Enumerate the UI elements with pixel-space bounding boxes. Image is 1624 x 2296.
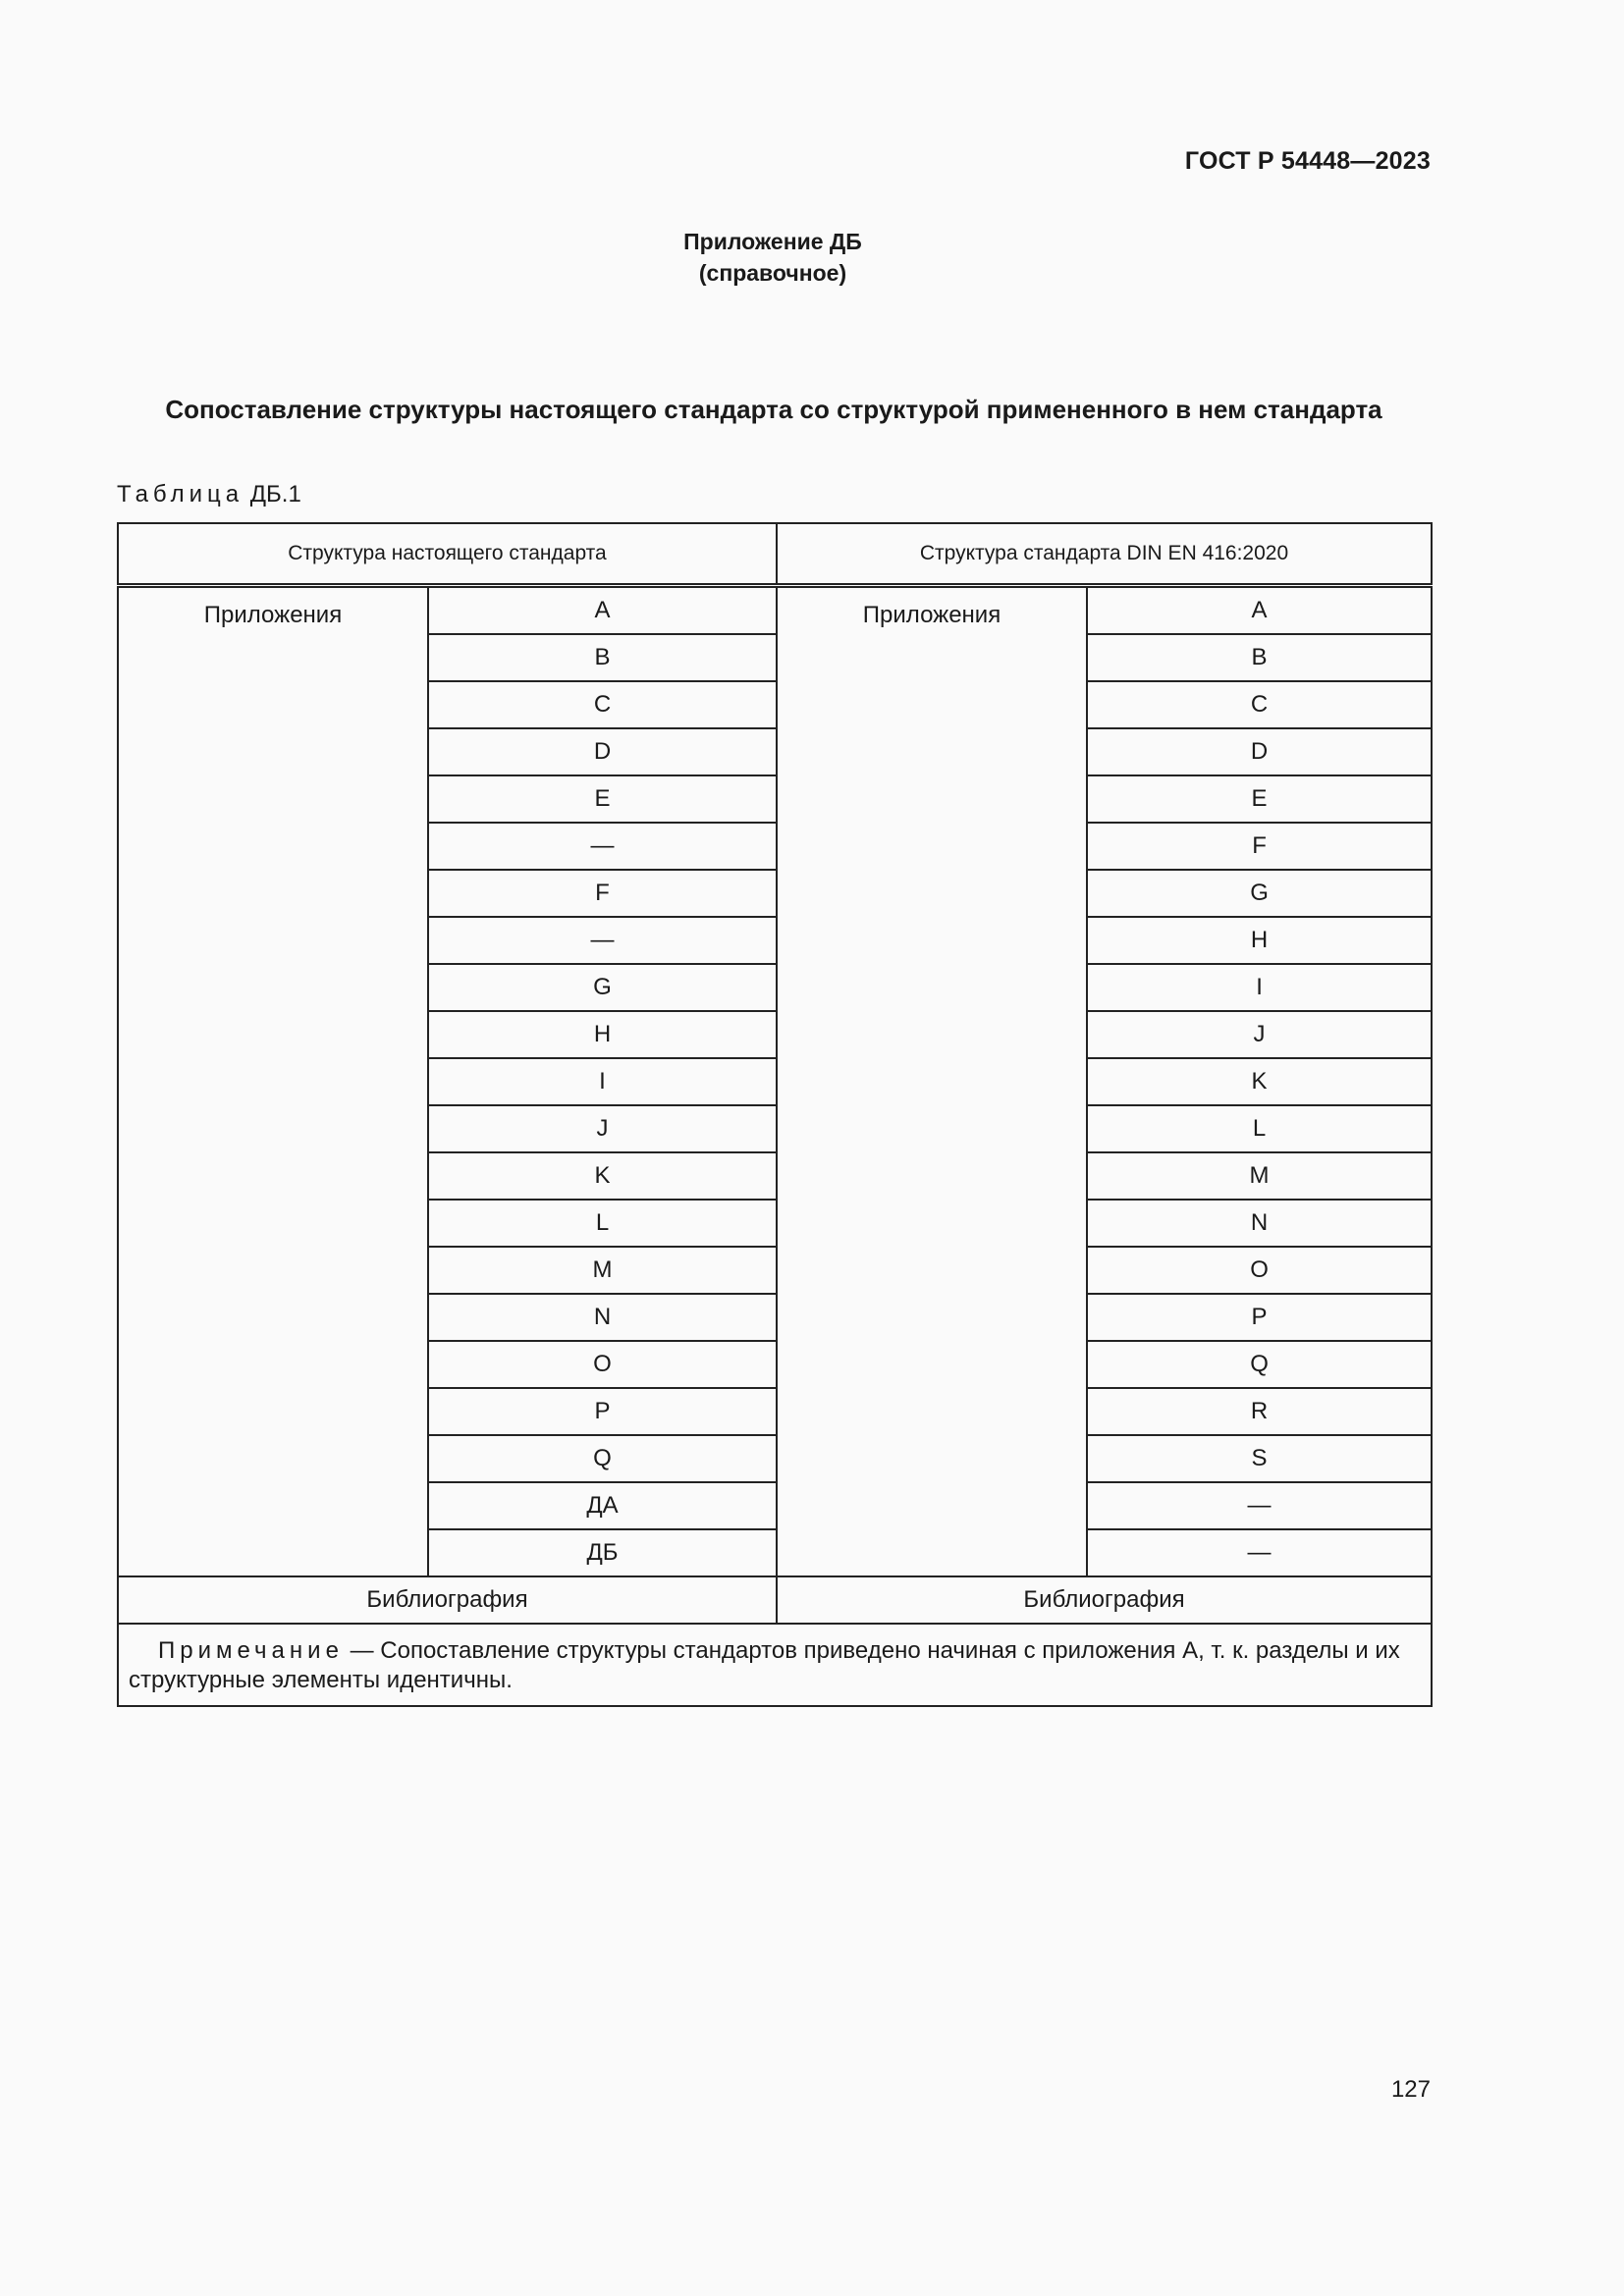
right-item-cell: C (1087, 681, 1432, 728)
table-caption-label: Таблица (117, 481, 244, 507)
right-item-cell: B (1087, 634, 1432, 681)
left-item-cell: P (428, 1388, 777, 1435)
right-item-cell: D (1087, 728, 1432, 775)
left-item-cell: Q (428, 1435, 777, 1482)
right-item-cell: J (1087, 1011, 1432, 1058)
left-item-cell: C (428, 681, 777, 728)
right-group-label: Приложения (777, 586, 1087, 1577)
left-item-cell: I (428, 1058, 777, 1105)
right-item-cell: E (1087, 775, 1432, 823)
right-item-cell: P (1087, 1294, 1432, 1341)
table-note (118, 1624, 1432, 1706)
left-group-label: Приложения (118, 586, 428, 1577)
left-item-cell: N (428, 1294, 777, 1341)
left-item-cell: M (428, 1247, 777, 1294)
document-code: ГОСТ Р 54448—2023 (1184, 147, 1431, 175)
appendix-subtitle: (справочное) (698, 260, 847, 286)
table-caption-number: ДБ.1 (249, 481, 301, 507)
right-item-cell: R (1087, 1388, 1432, 1435)
page-number: 127 (1390, 2076, 1431, 2103)
table-caption (117, 481, 301, 508)
column-header-left: Структура настоящего стандарта (118, 523, 777, 586)
appendix-title: Приложение ДБ (683, 229, 862, 254)
table-header-row (118, 523, 1432, 586)
left-item-cell: E (428, 775, 777, 823)
appendix-heading (0, 226, 1545, 289)
left-item-cell: A (428, 586, 777, 635)
right-item-cell: F (1087, 823, 1432, 870)
bibliography-row (118, 1576, 1432, 1624)
table-row (118, 586, 1432, 635)
left-item-cell: K (428, 1152, 777, 1200)
right-item-cell: A (1087, 586, 1432, 635)
left-item-cell: D (428, 728, 777, 775)
left-item-cell: ДБ (428, 1529, 777, 1576)
left-item-cell: L (428, 1200, 777, 1247)
right-item-cell: I (1087, 964, 1432, 1011)
right-item-cell: O (1087, 1247, 1432, 1294)
column-header-right: Структура стандарта DIN EN 416:2020 (777, 523, 1432, 586)
left-item-cell: J (428, 1105, 777, 1152)
page-title: Сопоставление структуры настоящего стандарта со структурой примененного в нем стандарта (165, 395, 1382, 424)
right-item-cell: S (1087, 1435, 1432, 1482)
left-item-cell: — (428, 917, 777, 964)
right-item-cell: K (1087, 1058, 1432, 1105)
left-item-cell: H (428, 1011, 777, 1058)
right-item-cell: H (1087, 917, 1432, 964)
right-bibliography-cell: Библиография (777, 1576, 1432, 1624)
note-row (118, 1624, 1432, 1706)
right-item-cell: M (1087, 1152, 1432, 1200)
left-bibliography-cell: Библиография (118, 1576, 777, 1624)
right-item-cell: — (1087, 1482, 1432, 1529)
left-item-cell: ДА (428, 1482, 777, 1529)
left-item-cell: O (428, 1341, 777, 1388)
right-item-cell: Q (1087, 1341, 1432, 1388)
left-item-cell: B (428, 634, 777, 681)
right-item-cell: L (1087, 1105, 1432, 1152)
left-item-cell: G (428, 964, 777, 1011)
right-item-cell: — (1087, 1529, 1432, 1576)
structure-comparison-table (117, 522, 1433, 1707)
left-item-cell: — (428, 823, 777, 870)
left-item-cell: F (428, 870, 777, 917)
note-label: Примечание (158, 1637, 344, 1664)
note-text: — Сопоставление структуры стандартов приведено начиная с приложения А, т. к. разделы и их структурные элементы идентичны. (129, 1637, 1400, 1693)
right-item-cell: N (1087, 1200, 1432, 1247)
right-item-cell: G (1087, 870, 1432, 917)
